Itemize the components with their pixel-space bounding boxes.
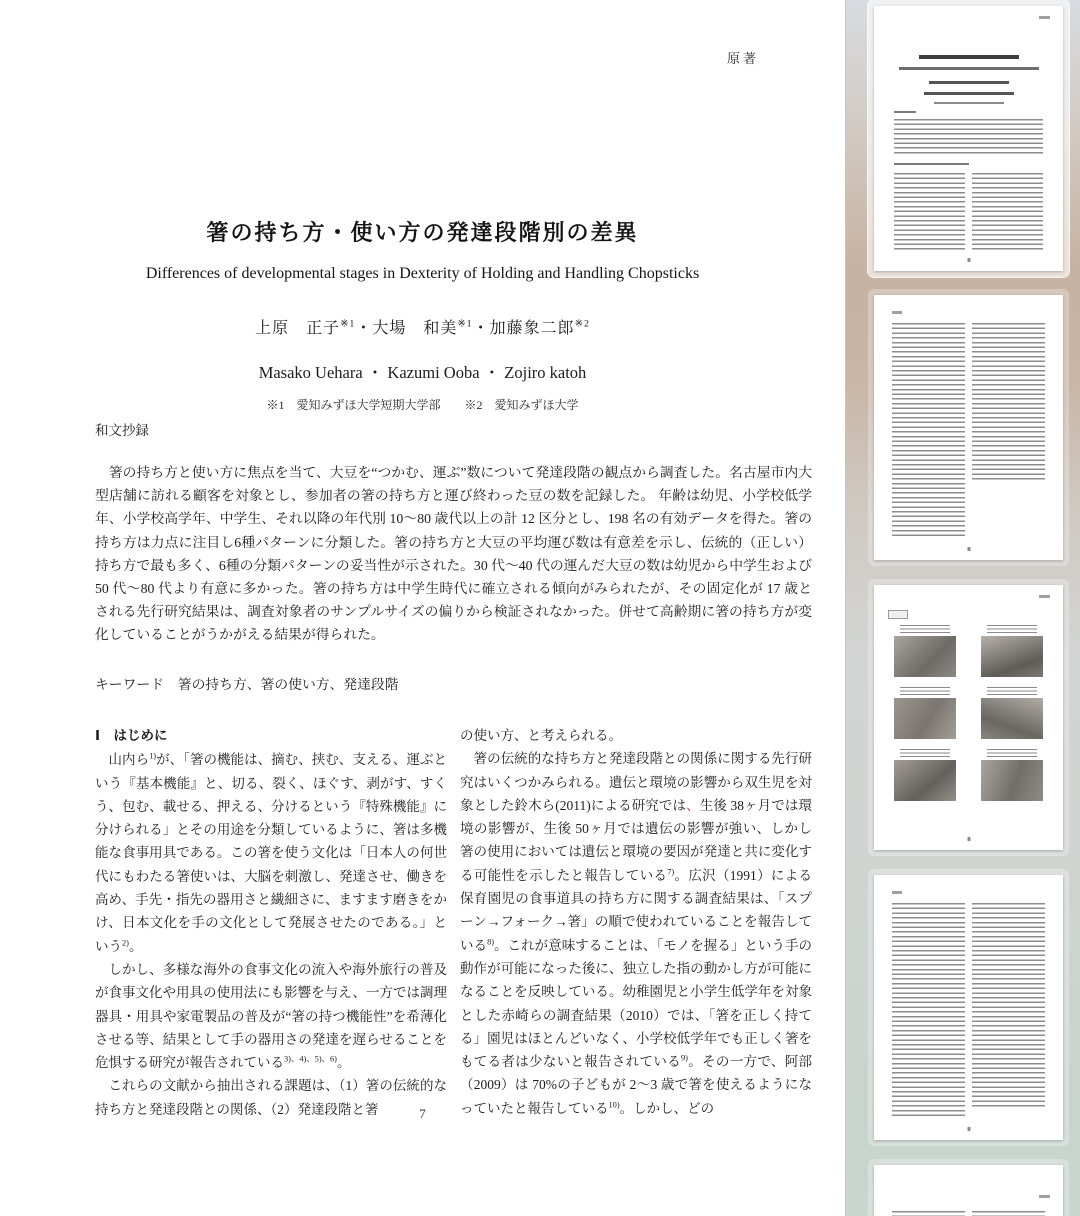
photo-placeholder: [894, 760, 956, 801]
thumb-page-number: [967, 837, 970, 841]
thumb-author-line: [924, 92, 1014, 95]
paper-title-japanese: 箸の持ち方・使い方の発達段階別の差異: [206, 220, 639, 245]
thumb-keyword-line: [894, 163, 969, 165]
thumb-header-mark: [892, 311, 902, 314]
keywords-line: キーワード 箸の持ち方、箸の使い方、発達段階: [95, 677, 399, 692]
article-type-label: 原著: [726, 51, 759, 66]
abstract-heading: 和文抄録: [95, 423, 149, 438]
thumb-photo-grid: [888, 625, 1049, 801]
page-thumbnail-preview: [874, 585, 1063, 850]
thumbnail-page-10[interactable]: [868, 869, 1069, 1146]
thumb-material-label: [888, 610, 908, 619]
thumb-page-number: [967, 258, 970, 262]
abstract-text: 箸の持ち方と使い方に焦点を当て、大豆を“つかむ、運ぶ”数について発達段階の観点から調査した。名古屋市内大型店舗に訪れる顧客を対象とし、参加者の箸の持ち方と運び終わった豆の数を記録した。 年齢は幼児、小学校低学年、小学校高学年、中学生、それ以降の年代別 10〜80 歳代以上の計 12 区分とし、198 名の有効データを得た。箸の持ち方は力点に注目し6種パターンに分類した。箸の持ち方と大豆の平均運び数は有意差を示し、伝統的（正しい）持ち方で最も多く、6種の分類パターンの妥当性が示された。30 代〜40 代の運んだ大豆の数は幼児から中学生および 50 代〜80 代より有意に多かった。箸の持ち方は中学生時代に確立される傾向がみられたが、その固定化が 17 歳とされる先行研究結果は、調査対象者のサンプルサイズの偏りから検証されなかった。併せて高齢期に箸の持ち方が変化していることがうかがえる結果が得られた。: [95, 465, 812, 643]
thumbnail-page-8[interactable]: [868, 289, 1069, 566]
page-thumbnail-preview: [874, 6, 1063, 271]
body-columns: [95, 724, 812, 1121]
photo-placeholder: [981, 760, 1043, 801]
thumb-text-columns: [892, 323, 1045, 536]
photo-placeholder: [894, 698, 956, 739]
body-paragraph: しかし、多様な海外の食事文化の流入や海外旅行の普及が食事文化や用具の使用法にも影響を与え、一方では調理器具・用具や家電製品の普及が“箸の持つ機能性”を希薄化させる等、結果として手の器用さの発達を遅らせることを危惧する研究が報告されている$^{3)、4)、5)、6)}$。: [95, 961, 447, 1071]
thumb-abstract-lines: [894, 119, 1043, 156]
thumb-article-type-mark: [1039, 16, 1050, 19]
thumbnail-sidebar: [845, 0, 1080, 1216]
authors-english: Masako Uehara ・ Kazumi Ooba ・ Zojiro katoh: [258, 363, 587, 382]
thumb-text-columns: [894, 173, 1043, 250]
body-column-right: [460, 724, 812, 1121]
authors-japanese: 上原 正子$^{※1}$・大場 和美$^{※1}$・加藤象二郎$^{※2}$: [255, 318, 590, 337]
photo-placeholder: [981, 698, 1043, 739]
page-thumbnail-preview: [874, 295, 1063, 560]
photo-placeholder: [894, 636, 956, 677]
thumb-title-line: [919, 55, 1019, 59]
section-heading: Ⅰ はじめに: [95, 728, 168, 743]
thumb-article-type-mark: [1039, 595, 1050, 598]
thumbnail-page-11[interactable]: [868, 1159, 1069, 1216]
thumb-text-columns: [892, 903, 1045, 1116]
thumb-affiliation-line: [934, 102, 1004, 104]
body-paragraph: 山内ら$^{1)}$が、「箸の機能は、摘む、挟む、支える、運ぶという『基本機能』と、切る、裂く、ほぐす、剥がす、すくう、包む、載せる、押える、分けるという『特殊機能』に分けられる」とその用途を分類しているように、箸は多機能な食事用具である。この箸を使う文化は「日本人の何世代にもわたる箸使いは、大脳を刺激し、発達させ、働きを高め、手先・指先の器用さと繊細さに、ますます磨きをかけ、日本文化を手の文化として発展させたのである。」という$^{2)}$。: [95, 751, 448, 954]
thumb-article-type-mark: [1039, 1195, 1050, 1198]
thumbnail-page-9[interactable]: [868, 579, 1069, 856]
body-paragraph: これらの文献から抽出される課題は、（1）箸の伝統的な持ち方と発達段階との関係、（2）発達段階と箸: [95, 1078, 447, 1117]
thumb-text-columns: [892, 1211, 1045, 1216]
thumb-subtitle-line: [899, 67, 1039, 70]
thumb-page-number: [967, 547, 970, 551]
thumb-header-mark: [892, 891, 902, 894]
body-paragraph: 箸の伝統的な持ち方と発達段階との関係に関する先行研究はいくつかみられる。遺伝と環境の影響から双生児を対象とした鈴木ら(2011)による研究では、生後 38ヶ月では環境の影響が、生後 50ヶ月では遺伝の影響が強い、しかし箸の使用においては遺伝と環境の要因が発達と共に変化する可能性を示したと報告している$^{7)}$。広沢（1991）による保育園児の食事道具の持ち方に関する調査結果は、「スプーン→フォーク→箸」の順で使われていることを報告している$^{8)}$。これが意味することは、「モノを握る」という手の動作が可能になった後に、独立した指の動かし方が可能になることを反映している。幼稚園児と小学生低学年を対象とした赤崎らの調査結果（2010）では、「箸を正しく持てる」園児はほとんどいなく、小学校低学年でも正しく箸をもてる者は少ないと報告されている$^{9)}$。その一方で、阿部（2009）は 70%の子どもが 2〜3 歳で箸を使えるようになっていたと報告している$^{10)}$。しかし、どの: [460, 751, 813, 1116]
page-number: 7: [419, 1106, 426, 1121]
thumb-author-line: [929, 81, 1009, 84]
paper-title-english: Differences of developmental stages in Dexterity of Holding and Handling Chopsticks: [145, 265, 700, 282]
thumb-page-number: [967, 1127, 970, 1131]
thumbnail-page-7[interactable]: [868, 0, 1069, 277]
author-affiliations: ※1 愛知みずほ大学短期大学部 ※2 愛知みずほ大学: [266, 398, 579, 412]
thumb-abstract-label: [894, 111, 916, 113]
body-column-left: [95, 724, 447, 1121]
photo-placeholder: [981, 636, 1043, 677]
page-thumbnail-preview: [874, 875, 1063, 1140]
body-paragraph: の使い方、と考えられる。: [460, 728, 622, 743]
page-thumbnail-preview: [874, 1165, 1063, 1216]
